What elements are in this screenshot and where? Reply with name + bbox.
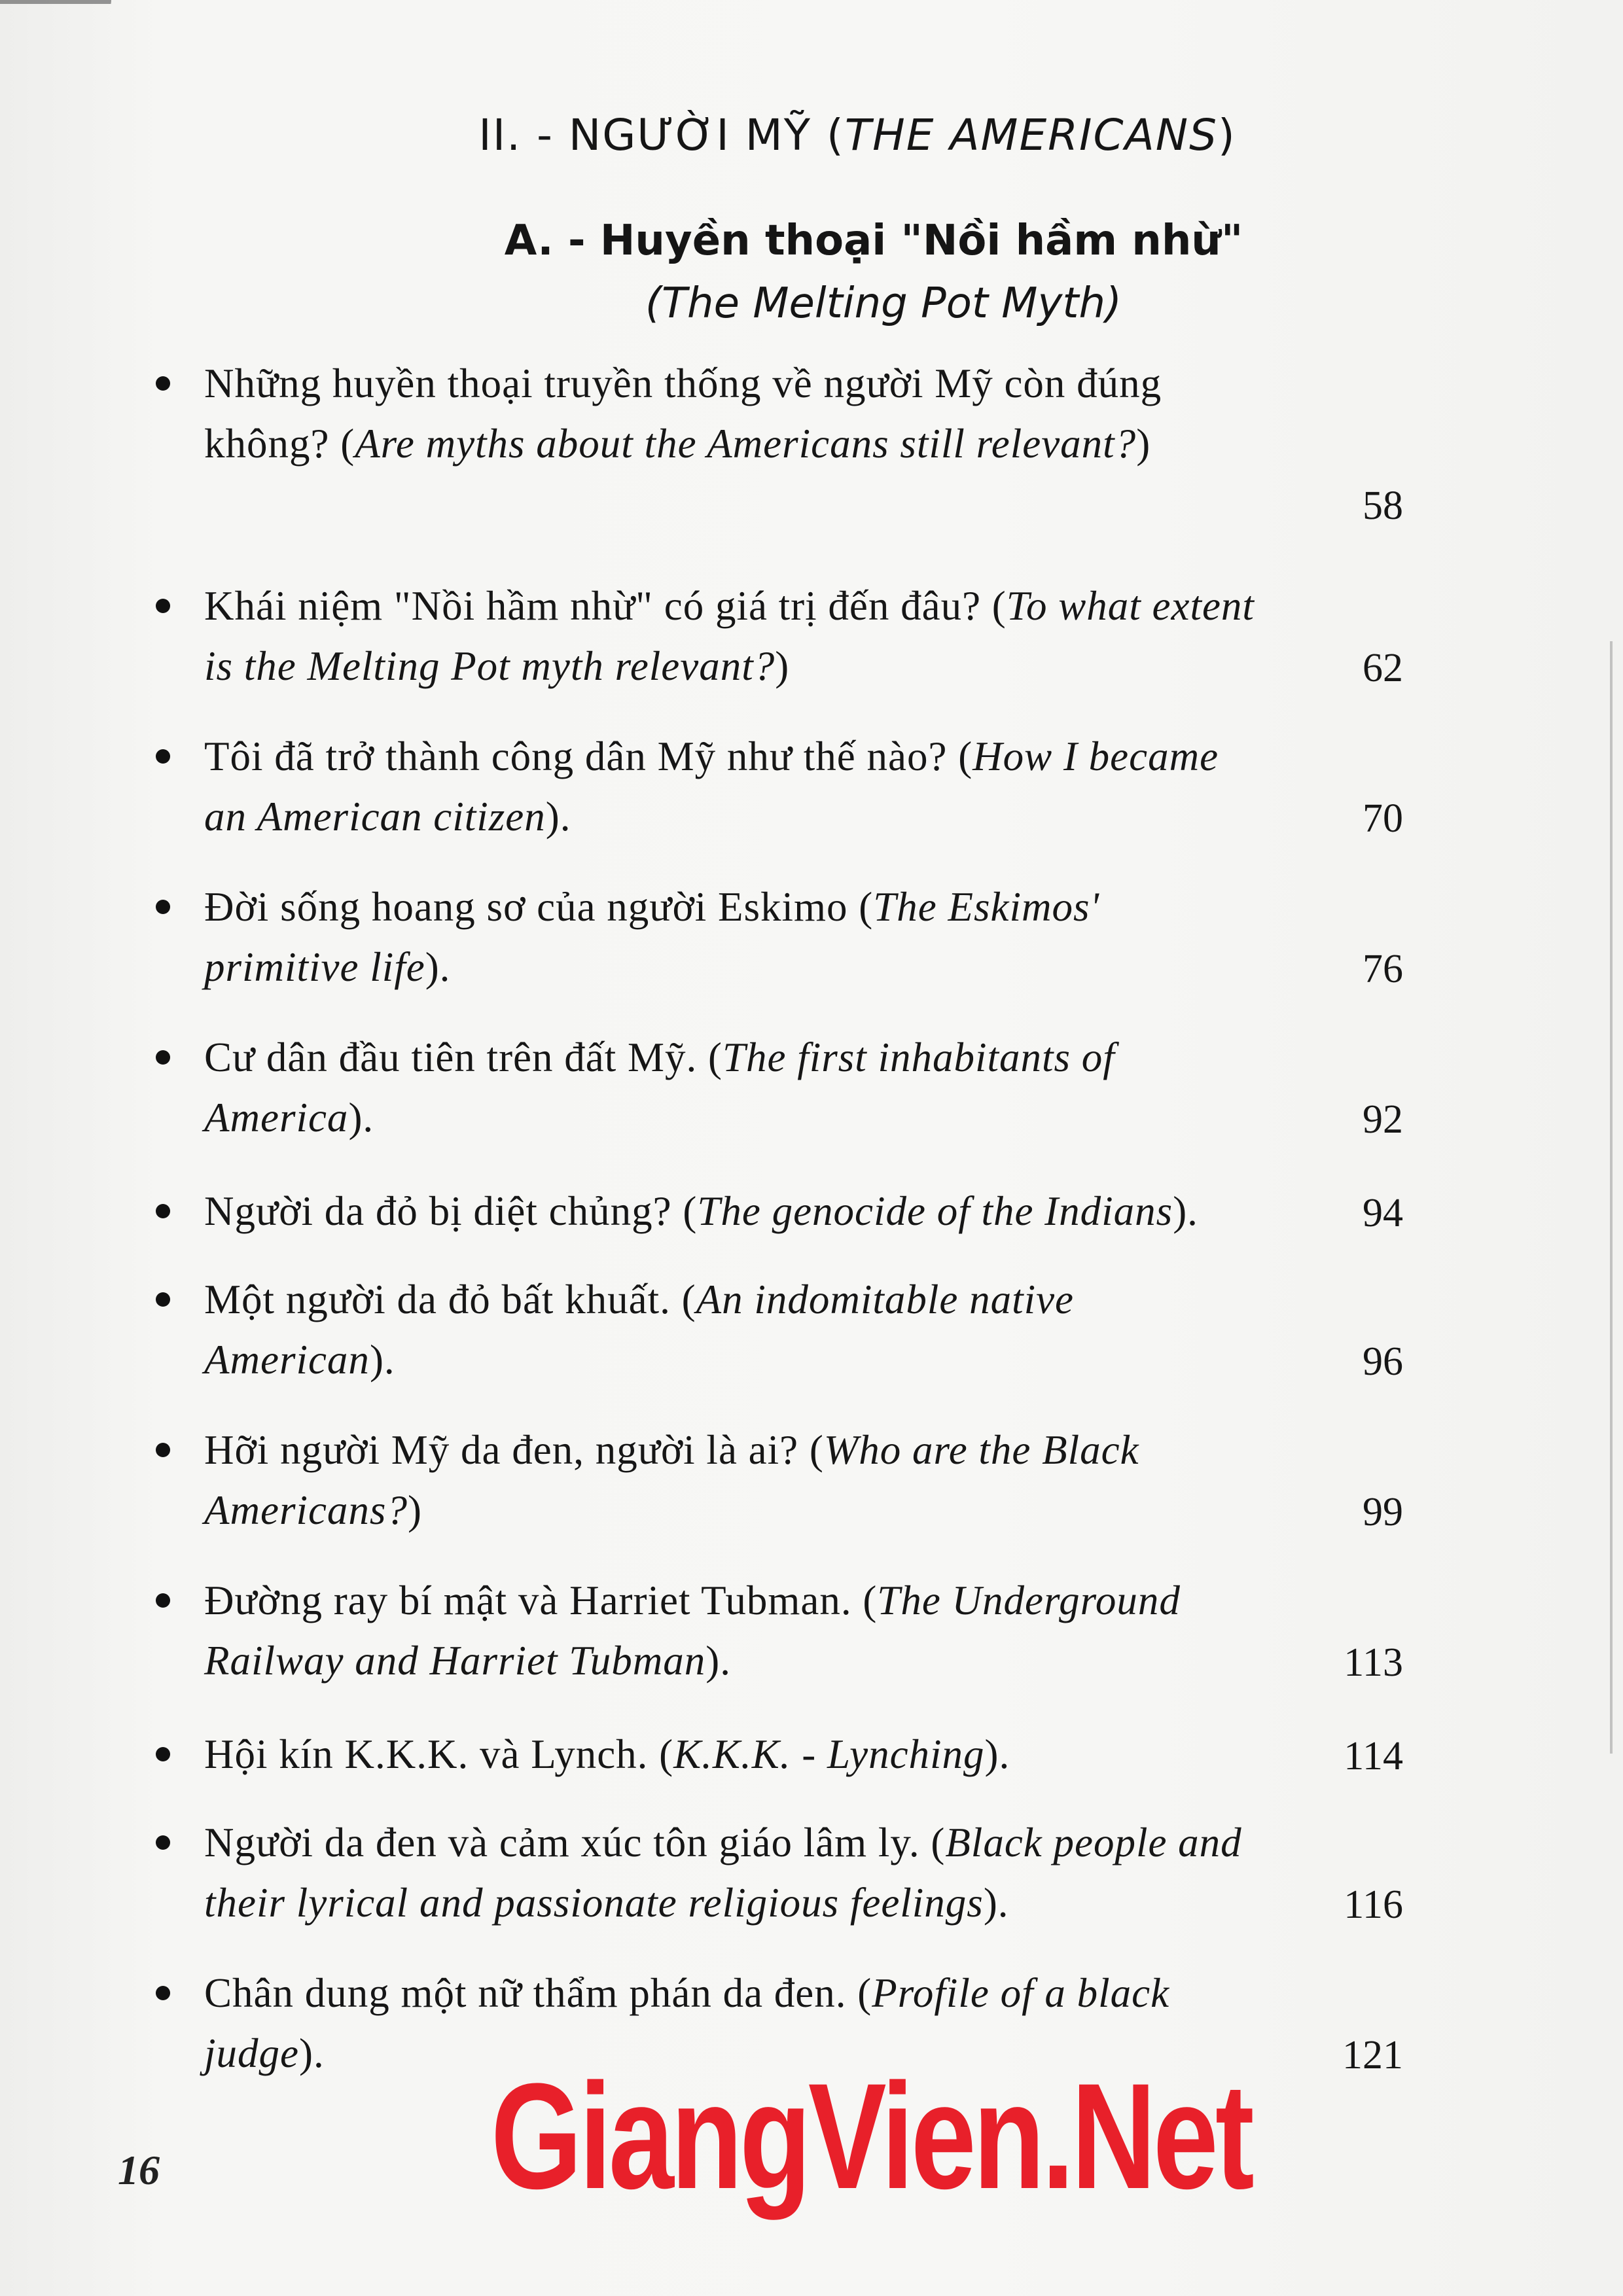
bullet-icon [156,1593,170,1608]
toc-entry-title-en: Black people and their lyrical and passionate religious feelings [204,1820,1242,1926]
section-heading-close: ) [1218,110,1236,160]
toc-entry-page: 99 [1363,1490,1403,1534]
toc-entry-title-close: ). [298,2030,325,2076]
bullet-icon [156,1292,170,1307]
toc-entry-title [204,1269,1264,1390]
toc-entry-page: 121 [1342,2033,1403,2077]
toc-entry-title [204,576,1264,696]
scan-edge-line [1610,641,1613,1754]
toc-entry-title-en: K.K.K. - Lynching [673,1731,985,1777]
toc-entry-title-vi: Những huyền thoại truyền thống về người Mỹ còn đúng không? ( [204,361,1162,467]
bullet-icon [156,1204,170,1218]
toc-entry-title-vi: Cư dân đầu tiên trên đất Mỹ. ( [204,1034,722,1080]
toc-entry-title [204,877,1264,997]
toc-entry-title-close: ) [775,643,790,689]
toc-entry-title-vi: Đời sống hoang sơ của người Eskimo ( [204,884,874,930]
toc-entry-title-en: Who are the Black Americans? [204,1427,1139,1533]
subsection-heading-vi: A. - Huyền thoại "Nồi hầm nhừ" [504,217,1243,265]
bullet-icon [156,376,170,391]
toc-entry-title-vi: Người da đen và cảm xúc tôn giáo lâm ly. ( [204,1820,946,1865]
toc-entry-title-vi: Đường ray bí mật và Harriet Tubman. ( [204,1578,878,1623]
toc-entry-title-vi: Hỡi người Mỹ da đen, người là ai? ( [204,1427,824,1473]
toc-entry-title-close: ). [984,1731,1010,1777]
toc-entry-title-close: ). [705,1638,732,1684]
page-number: 16 [118,2147,160,2193]
bullet-icon [156,599,170,613]
toc-entry-title [204,1027,1264,1148]
toc-entry-title-close: ). [545,794,571,839]
toc-entry-title [204,1181,1264,1241]
toc-entry-page: 62 [1363,646,1403,690]
bullet-icon [156,1835,170,1850]
toc-entry-title-close: ). [1173,1188,1198,1234]
toc-entry-page: 58 [1363,484,1403,528]
toc-entry-title [204,1812,1264,1933]
toc-entry-page: 96 [1363,1339,1403,1384]
toc-entry-page: 76 [1363,947,1403,991]
toc-entry-title [204,1570,1264,1691]
toc-entry-title-close: ). [348,1095,374,1140]
toc-entry-page: 116 [1344,1882,1403,1927]
watermark-logo: GiangVien.Net [491,2052,1252,2220]
toc-entry-title-vi: Tôi đã trở thành công dân Mỹ như thế nào? ( [204,733,973,779]
toc-entry-title-en: The first inhabitants of America [204,1034,1115,1140]
toc-entry-title [204,726,1264,847]
subsection-heading [0,209,1623,335]
toc-entry-title-en: How I became an American citizen [204,733,1219,839]
toc-entry-title-vi: Hội kín K.K.K. và Lynch. ( [204,1731,674,1777]
bullet-icon [156,900,170,914]
toc-entry-title [204,1724,1264,1784]
toc-entry-title-en: An indomitable native American [204,1277,1074,1383]
toc-entry-title [204,353,1264,474]
bullet-icon [156,1443,170,1457]
toc-entry-title-en: To what extent is the Melting Pot myth relevant? [204,583,1255,689]
toc-entry-page: 92 [1363,1097,1403,1142]
toc-entry-title-en: Profile of a black judge [204,1970,1170,2076]
toc-entry-title-close: ). [983,1880,1009,1926]
toc-entry-title [204,1420,1264,1540]
toc-entry-title-close: ). [369,1337,395,1383]
toc-entry-page: 70 [1363,796,1403,841]
toc-entry-title-en: The Eskimos' primitive life [204,884,1099,990]
section-heading-en: THE AMERICANS [844,110,1219,160]
toc-entry-title-en: Are myths about the Americans still relevant? [355,421,1137,467]
scan-corner-mark [0,0,111,21]
section-heading [0,110,1623,160]
bullet-icon [156,749,170,764]
toc-entry-title-vi: Người da đỏ bị diệt chủng? ( [204,1188,698,1234]
toc-entry-page: 114 [1344,1734,1403,1778]
toc-entry-title-close: ) [407,1487,422,1533]
toc-entry-title-en: The Underground Railway and Harriet Tubman [204,1578,1181,1684]
bullet-icon [156,1747,170,1761]
bullet-icon [156,1986,170,2000]
toc-entry-title-vi: Một người da đỏ bất khuất. ( [204,1277,696,1322]
toc-entry-title-vi: Chân dung một nữ thẩm phán da đen. ( [204,1970,872,2016]
toc-entry-title-vi: Khái niệm "Nồi hầm nhừ" có giá trị đến đâu? ( [204,583,1007,629]
section-heading-vi: II. - NGƯỜI MỸ ( [478,110,845,160]
toc-entry-title-close: ) [1136,421,1151,467]
bullet-icon [156,1050,170,1065]
toc-entry-page: 113 [1344,1640,1403,1685]
toc-entry-title-close: ). [425,944,451,990]
toc-entry-page: 94 [1363,1191,1403,1235]
subsection-heading-en: (The Melting Pot Myth) [645,279,1122,328]
toc-entry-title-en: The genocide of the Indians [697,1188,1173,1234]
